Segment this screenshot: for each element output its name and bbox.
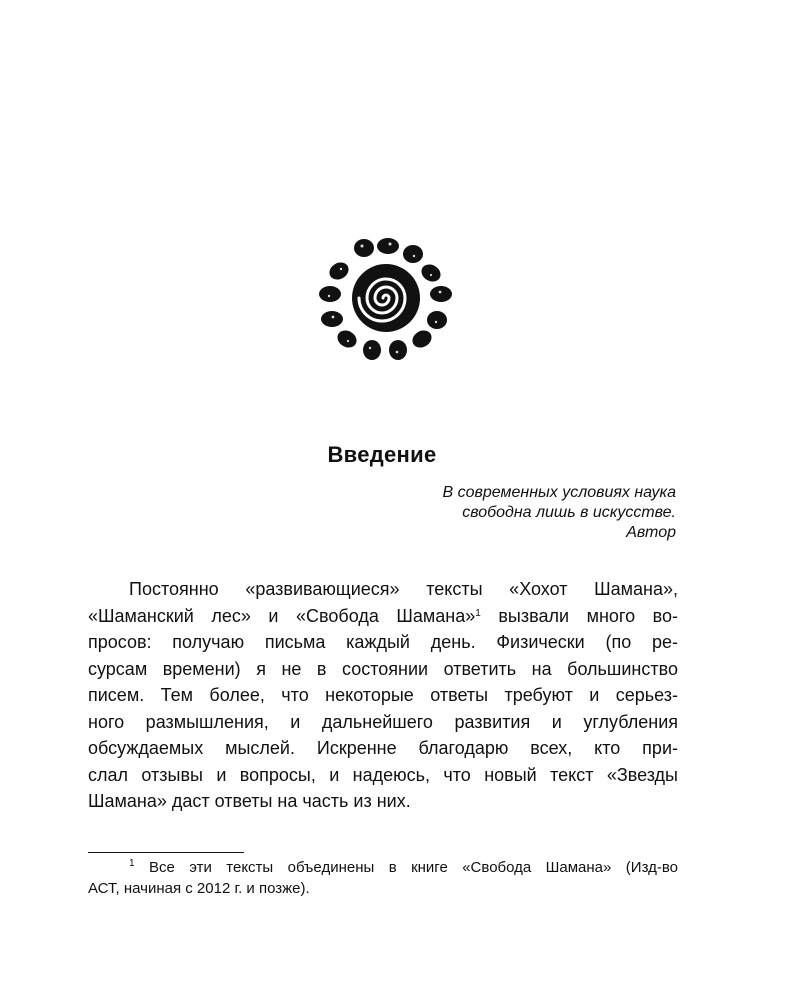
- body-line: сурсам времени) я не в состоянии ответить на большинство: [88, 658, 678, 679]
- body-line: обсуждаемых мыслей. Искренне благодарю всех, кто при-: [88, 738, 678, 758]
- chapter-title: Введение: [327, 442, 437, 467]
- epigraph-line: В современных условиях наука: [442, 484, 676, 501]
- body-line: слал отзывы и вопросы, и надеюсь, что новый текст «Звезды: [88, 764, 678, 785]
- body-line-segment: вызвали много во-: [498, 605, 678, 626]
- footnote: [88, 857, 678, 899]
- body-line: Постоянно «развивающиеся» тексты «Хохот Шамана»,: [129, 579, 678, 599]
- body-line: ного размышления, и дальнейшего развития и углубления: [88, 711, 678, 732]
- spiral-sun-ornament-icon: [300, 228, 480, 368]
- footnote-line: [88, 857, 678, 878]
- body-paragraph: [88, 576, 678, 815]
- epigraph-line: свободна лишь в искусстве.: [462, 504, 676, 521]
- footnote-line: АСТ, начиная с 2012 г. и позже).: [88, 880, 310, 897]
- body-line: [88, 603, 678, 630]
- footnote-marker: 1: [129, 858, 135, 869]
- footnote-reference: 1: [475, 607, 481, 619]
- body-line: Шамана» даст ответы на часть из них.: [88, 791, 411, 811]
- epigraph-attribution: Автор: [626, 524, 676, 541]
- body-line: просов: получаю письма каждый день. Физически (по ре-: [88, 632, 678, 652]
- body-line: писем. Тем более, что некоторые ответы требуют и серьез-: [88, 685, 678, 705]
- footnote-divider: [88, 852, 244, 853]
- epigraph: [443, 483, 676, 543]
- body-line-segment: «Шаманский лес» и «Свобода Шамана»: [88, 605, 476, 626]
- footnote-line-text: Все эти тексты объединены в книге «Свобода Шамана» (Изд-во: [149, 859, 679, 876]
